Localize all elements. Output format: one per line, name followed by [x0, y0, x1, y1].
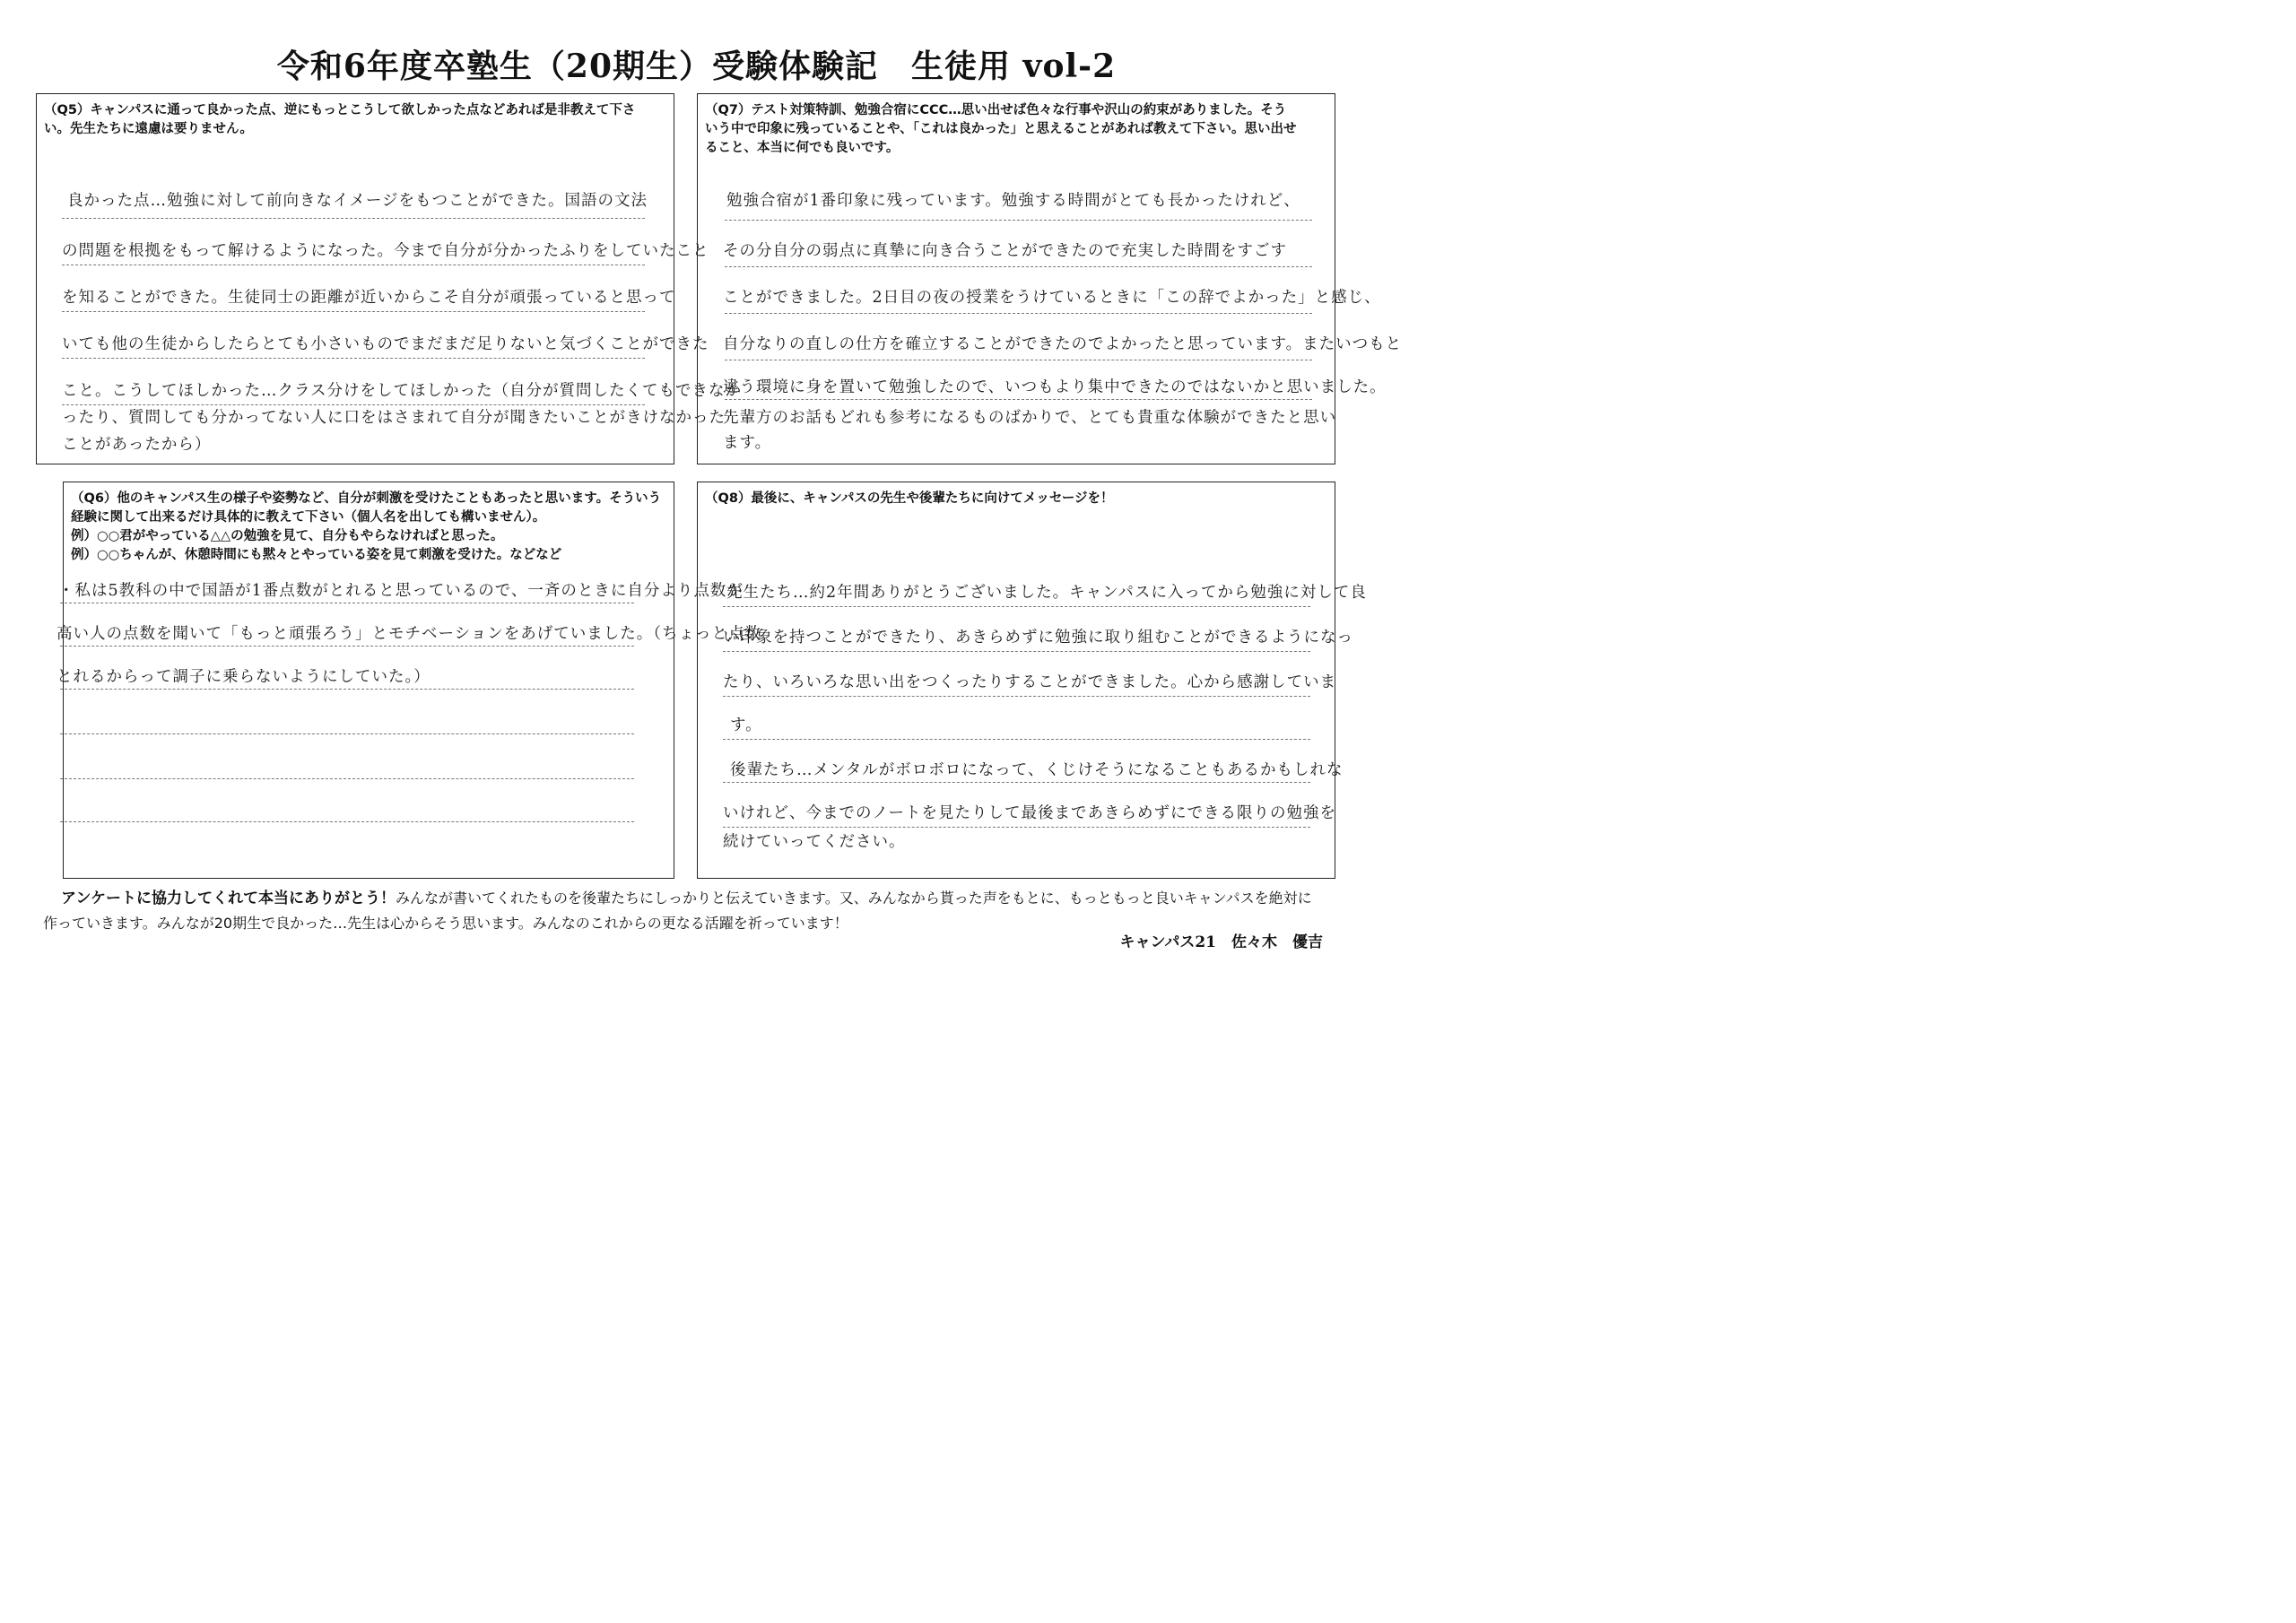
question-line: 例）○○ちゃんが、休憩時間にも黙々とやっている姿を見て刺激を受けた。などなど [71, 548, 562, 562]
ruled-line [60, 733, 634, 734]
q8-box [697, 482, 1367, 879]
answer-line: いけれど、今までのノートを見たりして最後まであきらめずにできる限りの勉強を [723, 804, 1336, 822]
answer-line: とれるからって調子に乗らないようにしていた。） [57, 668, 430, 686]
answer-line: 違う環境に身を置いて勉強したので、いつもより集中できたのではないかと思いました。 [723, 378, 1387, 396]
answer-line: こと。こうしてほしかった…クラス分けをしてほしかった（自分が質問したくてもできなか [62, 382, 742, 400]
footer-body: みんなが書いてくれたものを後輩たちにしっかりと伝えていきます。又、みんなから貰った声をもとに、もっともっと良いキャンパスを絶対に作っていきます。みんなが20期生で良かった…先生は心からそう思います。みんなのこれからの更なる活躍を祈っています！ [43, 890, 1312, 932]
answer-line: 勉強合宿が1番印象に残っています。勉強する時間がとても長かったけれど、 [726, 192, 1300, 210]
ruled-line [723, 651, 1310, 652]
page-title: 令和6年度卒塾生（20期生）受験体験記 生徒用 vol-2 [276, 48, 1117, 85]
q8-answer [698, 482, 1367, 878]
q5-answer [37, 94, 742, 464]
footer-lead: アンケートに協力してくれて本当にありがとう！ [61, 890, 396, 907]
ruled-line [62, 218, 645, 219]
ruled-line [725, 313, 1312, 314]
answer-line: い印象を持つことができたり、あきらめずに勉強に取り組むことができるようになっ [723, 629, 1353, 647]
question-line: （Q8）最後に、キャンパスの先生や後輩たちに向けてメッセージを！ [705, 491, 1114, 506]
q6-answer [57, 482, 762, 878]
answer-line: 高い人の点数を聞いて「もっと頑張ろう」とモチベーションをあげていました。（ちょっと点数 [57, 625, 762, 643]
ruled-line [60, 821, 634, 822]
ruled-line [60, 778, 634, 779]
question-line: 経験に関して出来るだけ具体的に教えて下さい（個人名を出しても構いません）。 [71, 510, 546, 525]
answer-line: す。 [730, 716, 762, 734]
q6-box [57, 482, 762, 879]
question-line: ること、本当に何でも良いです。 [705, 141, 900, 155]
question-line: （Q5）キャンパスに通って良かった点、逆にもっとこうして欲しかった点などあれば是非教えて下さ [44, 103, 636, 117]
ruled-line [723, 739, 1310, 740]
ruled-line [725, 266, 1312, 267]
ruled-line [723, 606, 1310, 607]
answer-line: ・私は5教科の中で国語が1番点数がとれると思っているので、一斉のときに自分より点数が [58, 582, 744, 600]
q7-answer [698, 94, 1403, 464]
ruled-line [725, 220, 1312, 221]
answer-line: 先生たち…約2年間ありがとうございました。キャンパスに入ってから勉強に対して良 [726, 584, 1367, 602]
answer-line: いても他の生徒からしたらとても小さいものでまだまだ足りないと気づくことができた [62, 335, 709, 353]
answer-line: 先輩方のお話もどれも参考になるものばかりで、とても貴重な体験ができたと思い [723, 409, 1337, 427]
answer-line: 自分なりの直しの仕方を確立することができたのでよかったと思っています。またいつもと [723, 335, 1403, 353]
q7-box [697, 93, 1403, 464]
q5-box [36, 93, 742, 464]
answer-line: の問題を根拠をもって解けるようになった。今まで自分が分かったふりをしていたこと [62, 242, 709, 260]
answer-line: 後輩たち…メンタルがボロボロになって、くじけそうになることもあるかもしれな [730, 761, 1344, 779]
ruled-line [62, 358, 645, 359]
signature: キャンパス21 佐々木 優吉 [1119, 933, 1323, 951]
question-line: （Q6）他のキャンパス生の様子や姿勢など、自分が刺激を受けたこともあったと思います。そういう [71, 491, 662, 506]
ruled-line [723, 696, 1310, 697]
answer-line: ったり、質問しても分かってない人に口をはさまれて自分が聞きたいことがきけなかった [62, 409, 726, 427]
ruled-line [62, 311, 645, 312]
question-line: （Q7）テスト対策特訓、勉強合宿にCCC…思い出せば色々な行事や沢山の約束がありました。そう [705, 103, 1287, 117]
answer-line: ことができました。2日目の夜の授業をうけているときに「この辞でよかった」と感じ、 [723, 289, 1381, 307]
question-line: いう中で印象に残っていることや、「これは良かった」と思えることがあれば教えて下さい。思い出せ [705, 122, 1297, 136]
answer-line: たり、いろいろな思い出をつくったりすることができました。心から感謝していま [723, 673, 1337, 691]
answer-line: を知ることができた。生徒同士の距離が近いからこそ自分が頑張っていると思って [62, 289, 676, 307]
question-line: 例）○○君がやっている△△の勉強を見て、自分もやらなければと思った。 [71, 529, 504, 543]
answer-line: 続けていってください。 [723, 833, 906, 851]
answer-line: その分自分の弱点に真摯に向き合うことができたので充実した時間をすごす [723, 242, 1287, 260]
answer-line: ことがあったから） [62, 436, 212, 454]
answer-line: ます。 [723, 434, 772, 452]
question-line: い。先生たちに遠慮は要りません。 [44, 122, 253, 136]
ruled-line [723, 827, 1310, 828]
answer-line: 良かった点…勉強に対して前向きなイメージをもつことができた。国語の文法 [67, 192, 648, 210]
